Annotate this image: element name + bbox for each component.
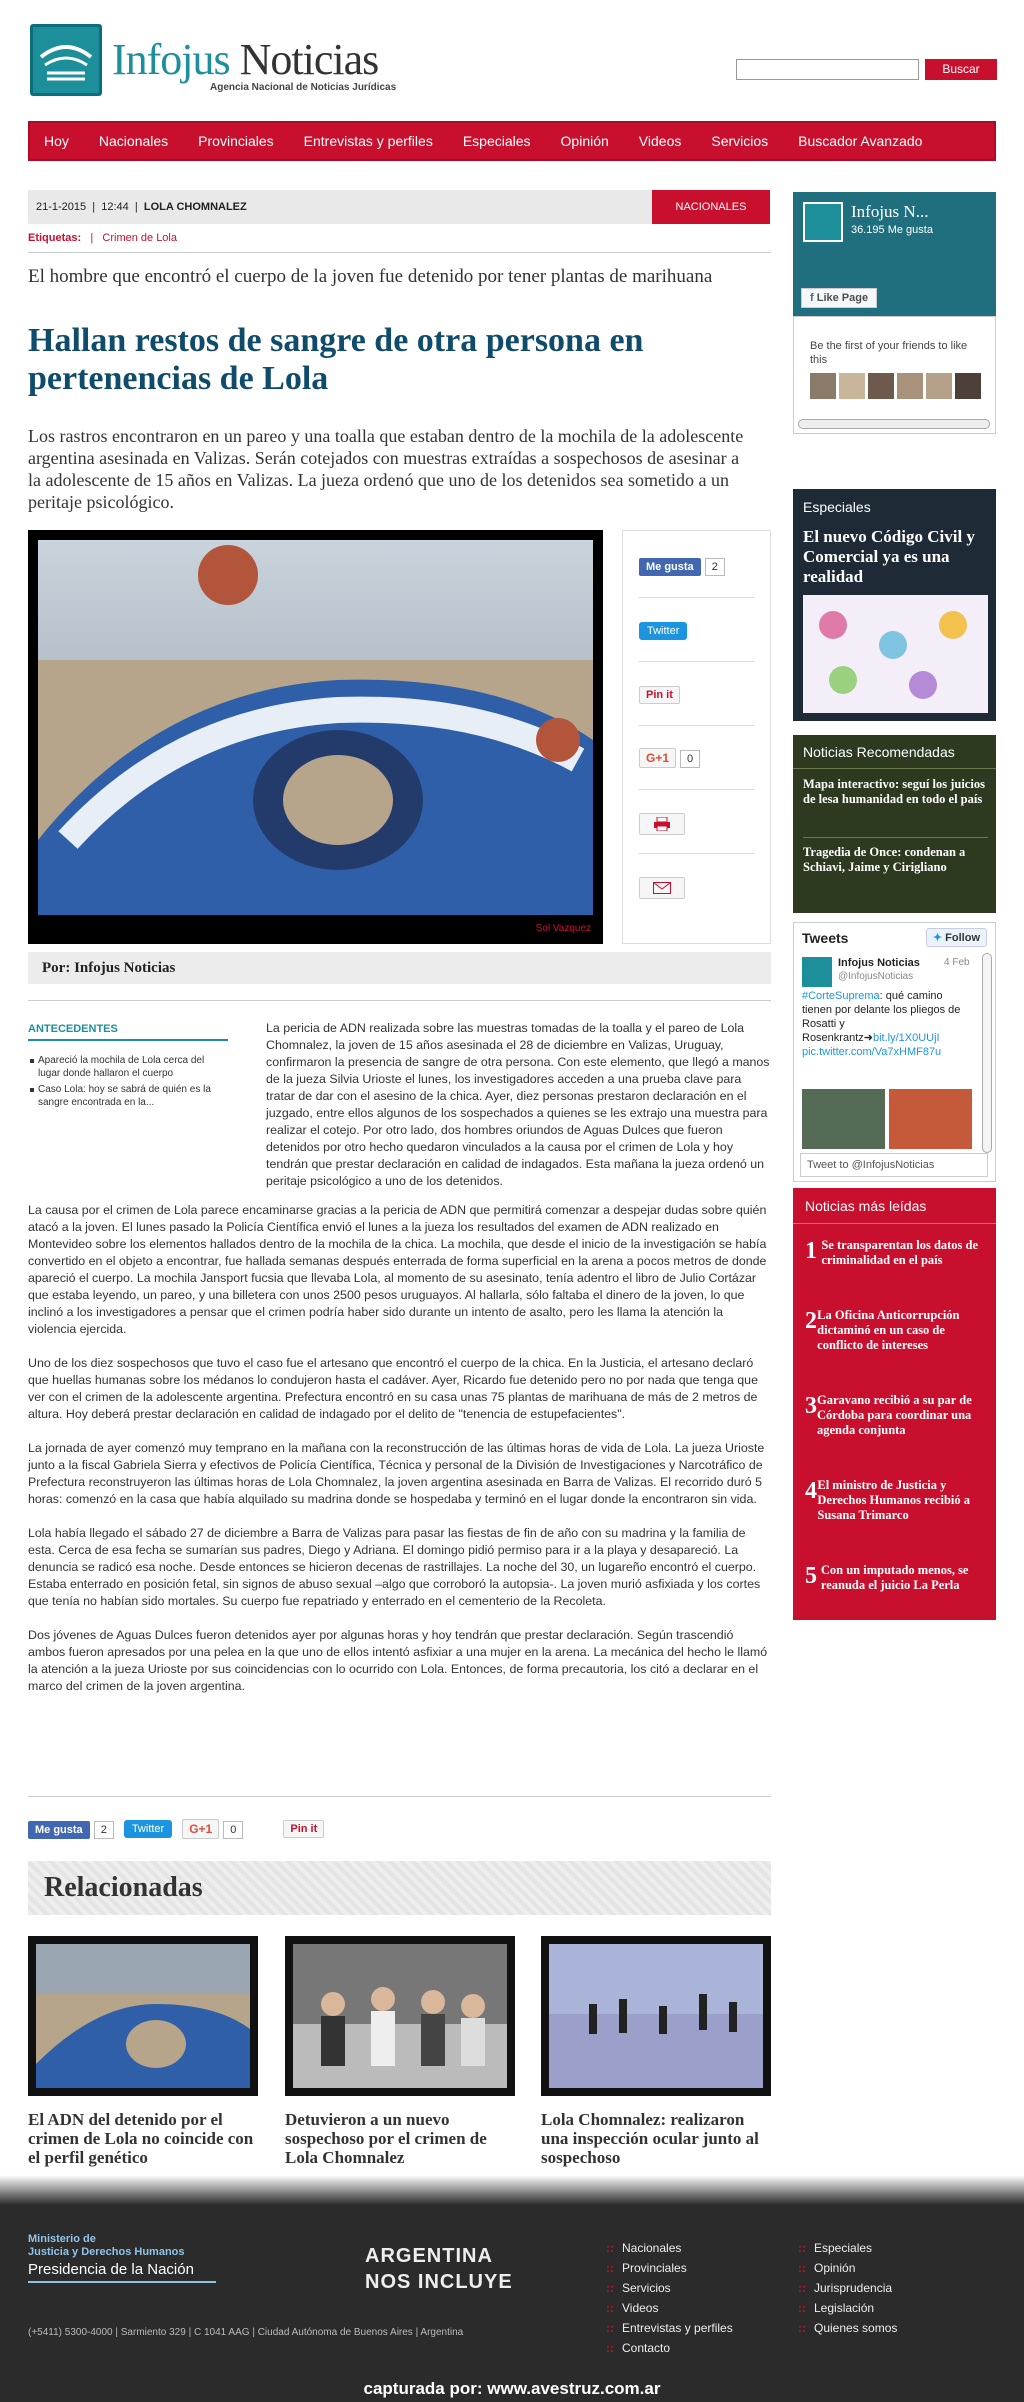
footer-link[interactable]: :: Opinión: [798, 2261, 855, 2275]
mas-leida-item[interactable]: [805, 1563, 985, 1593]
related-image[interactable]: [285, 1936, 515, 2096]
article-time: 12:44: [101, 201, 129, 213]
nav-item-entrevistas[interactable]: Entrevistas y perfiles: [303, 133, 433, 149]
divider: [28, 1000, 771, 1001]
divider: [28, 1796, 771, 1797]
mas-leida-number: 3: [805, 1393, 817, 1419]
twitter-bird-icon: ✦: [932, 932, 943, 944]
tweet-avatar[interactable]: [802, 957, 832, 987]
recomendadas-label: Noticias Recomendadas: [793, 735, 996, 769]
tag-link[interactable]: Crimen de Lola: [102, 232, 177, 244]
footer-address: (+5411) 5300-4000 | Sarmiento 329 | C 1041 AAG | Ciudad Autónoma de Buenos Aires | Argentina: [28, 2327, 464, 2338]
mas-leida-item[interactable]: [805, 1393, 985, 1438]
avatar[interactable]: [897, 373, 923, 399]
footer-link[interactable]: :: Quienes somos: [798, 2321, 897, 2335]
gplus-button[interactable]: G+1: [639, 748, 676, 768]
related-headline[interactable]: Lola Chomnalez: realizaron una inspección ocular junto al sospechoso: [541, 2110, 759, 2167]
article-kicker: El hombre que encontró el cuerpo de la joven fue detenido por tener plantas de marihuana: [28, 266, 713, 287]
tweets-label: Tweets: [802, 930, 849, 946]
fb-like-button[interactable]: Me gusta: [639, 558, 701, 576]
footer-link[interactable]: :: Jurisprudencia: [798, 2281, 892, 2295]
mas-leida-item[interactable]: [805, 1238, 985, 1268]
mas-leida-title[interactable]: La Oficina Anticorrupción dictaminó en un caso de conflicto de intereses: [817, 1308, 960, 1352]
photo-credit: Sol Vazquez: [535, 923, 591, 934]
footer-link[interactable]: :: Especiales: [798, 2241, 872, 2255]
fb-like-button[interactable]: Me gusta: [28, 1821, 90, 1839]
avatar[interactable]: [810, 373, 836, 399]
tweet-hashtag[interactable]: #CorteSuprema: [802, 990, 880, 1002]
related-card[interactable]: [285, 1936, 515, 2167]
fb-like-page-button[interactable]: f Like Page: [801, 288, 877, 308]
article-date: 21-1-2015: [36, 201, 87, 213]
brand-title[interactable]: Infojus Noticias: [112, 35, 379, 84]
search-input[interactable]: [736, 59, 919, 80]
body-paragraph: Lola había llegado el sábado 27 de diciembre a Barra de Valizas para pasar las fiestas de fin de año con su madrina y la familia de esta. Cerca de esa fecha se sumarían sus padres, Diego y Adriana. El domingo pidió permiso para ir a la playa y desapareció. La denuncia se radicó esa noche. Desde entonces se hicieron decenas de rastrillajes. La noche del 30, un lugareño encontró el cuerpo. Estaba enterrado en posición fetal, sin signos de abuso sexual –algo que corroboró la autopsia-. La joven murió asfixiada y los cortes que tenía no habían sido mortales. Su cuerpo fue repatriado y enterrado en el cementerio de la Recoleta.: [28, 1526, 761, 1608]
antecedentes-list: [28, 1054, 228, 1112]
article-meta: 21-1-2015 | 12:44 | LOLA CHOMNALEZ: [28, 190, 652, 224]
divider: [28, 252, 771, 253]
tweet-link[interactable]: pic.twitter.com/Va7xHMF87u: [802, 1046, 942, 1058]
tweet-user[interactable]: Infojus Noticias: [838, 957, 920, 969]
byline: Por: Infojus Noticias: [28, 952, 771, 984]
body-paragraph: La jornada de ayer comenzó muy temprano en la mañana con la reconstrucción de las últimas horas de vida de Lola. La jueza Urioste junto a la fiscal Gabriela Sierra y efectivos de Policía Científica, Técnica y personal de la División de Investigaciones y Narcotráfico de Prefectura reconstruyeron las últimas horas de Lola Chomnalez, la joven argentina asesinada en Barra de Valizas. El recorrido duró 5 horas: comenzó en la casa que había alquilado su madrina donde se hospedaba y terminó en el lugar donde la encontraron sin vida.: [28, 1441, 765, 1506]
nav-item-videos[interactable]: Videos: [638, 133, 682, 149]
footer-link[interactable]: :: Videos: [606, 2301, 658, 2315]
main-nav: [28, 121, 996, 161]
nav-item-nacionales[interactable]: Nacionales: [98, 133, 169, 149]
mas-leida-item[interactable]: [805, 1478, 985, 1523]
nav-item-opinion[interactable]: Opinión: [560, 133, 609, 149]
tweet-link[interactable]: bit.ly/1X0UUjI: [872, 1032, 940, 1044]
pinit-button[interactable]: Pin it: [639, 686, 680, 704]
related-image[interactable]: [28, 1936, 258, 2096]
pinit-button[interactable]: Pin it: [283, 1820, 324, 1838]
section-badge[interactable]: NACIONALES: [652, 190, 770, 224]
tweets-widget: [793, 922, 996, 1182]
body-paragraph: La pericia de ADN realizada sobre las muestras tomadas de la toalla y el pareo de Lola Chomnalez, la joven de 15 años asesinada el 28 de diciembre en Valizas, Uruguay, confirmaron la presencia de sangre de otra persona. Con este elemento, que llegó a manos de la jueza Silvia Urioste el lunes, los investigadores acceden a una prueba clave para tratar de dar con el asesino de la chica. Ayer, diez personas prestaron declaración en el juzgado, entre ellos algunos de los sospechados a quienes se les extrajo una muestra para realizar el cotejo. Por otro lado, dos hombres oriundos de Aguas Dulces que fueron detenidos por otro hecho quedaron vinculados a la causa por el crimen de Lola y hoy tendrán que prestar declaración en calidad de indagados. Esta mañana la jueza ordenó un peritaje psicológico a uno de los detenidos.: [266, 1021, 770, 1188]
capture-watermark: capturada por: www.avestruz.com.ar: [363, 2379, 661, 2398]
nav-item-hoy[interactable]: Hoy: [44, 133, 69, 149]
especiales-box[interactable]: [793, 489, 996, 721]
antecedentes-title: ANTECEDENTES: [28, 1023, 228, 1041]
gplus-button[interactable]: G+1: [182, 1819, 219, 1839]
footer-link[interactable]: :: Legislación: [798, 2301, 874, 2315]
mas-leida-title[interactable]: El ministro de Justicia y Derechos Humanos recibió a Susana Trimarco: [817, 1478, 971, 1522]
nav-item-especiales[interactable]: Especiales: [462, 133, 531, 149]
related-headline[interactable]: El ADN del detenido por el crimen de Lola no coincide con el perfil genético: [28, 2110, 254, 2167]
especiales-label: Especiales: [803, 499, 871, 515]
mas-leidas-box: [793, 1188, 996, 1620]
antecedente-link[interactable]: Caso Lola: hoy se sabrá de quién es la sangre encontrada en la...: [28, 1083, 228, 1109]
body-paragraph: La causa por el crimen de Lola parece encaminarse gracias a la pericia de ADN que permitirá comenzar a despejar dudas sobre quién atacó a la joven. El lunes pasado la Policía Científica envió el lunes a la jueza los resultados del examen de ADN realizado en Montevideo sobre los elementos hallados dentro de la mochila de la chica. La mochila, que desde el inicio de la investigación se había convertido en el objeto a encontrar, fue hallada semanas después enterrada de forma superficial en la arena a pocos metros de donde apareció el cuerpo. La mochila Jansport fucsia que llevaba Lola, al momento de su asesinato, tenía adentro el libro de Julio Cortázar que estaba leyendo, un pareo, y una billetera con unos 2500 pesos uruguayos. Al hallarla, sólo faltaba el dinero de la joven, lo que inclinó a los investigadores a pensar que el crimen podría haber sido durante un intento de asalto, pero les llama la atención la violencia ejercida.: [28, 1203, 767, 1336]
fb-friends-text: Be the first of your friends to like this: [810, 340, 968, 366]
related-card[interactable]: [541, 1936, 771, 2167]
tweet-date[interactable]: 4 Feb: [944, 957, 970, 968]
footer: [0, 2205, 1024, 2402]
ministry-logo[interactable]: Ministerio de Justicia y Derechos Humanos: [28, 2233, 185, 2258]
related-card[interactable]: [28, 1936, 258, 2167]
footer-link[interactable]: :: Provinciales: [606, 2261, 687, 2275]
mas-leida-title[interactable]: Garavano recibió a su par de Córdoba para coordinar una agenda conjunta: [817, 1393, 972, 1437]
body-paragraph: Dos jóvenes de Aguas Dulces fueron detenidos ayer por algunas horas y hoy tendrán que prestar declaración. Según trascendió ambos fueron apresados por una pelea en la que uno de ellos intentó asfixiar a una mujer en la arena. La mecánica del hecho le llamó la atención a la jueza Urioste por sus coincidencias con lo ocurrido con Lola. Entonces, de forma precautoria, los citó a declarar en el marco del crimen de la joven argentina.: [28, 1628, 768, 1693]
related-image[interactable]: [541, 1936, 771, 2096]
fb-page-name[interactable]: Infojus N...: [851, 202, 929, 221]
mas-leida-title[interactable]: Con un imputado menos, se reanuda el juicio La Perla: [820, 1563, 969, 1592]
gplus-count: 0: [223, 1821, 243, 1839]
article-body: [28, 1202, 771, 1712]
nav-item-servicios[interactable]: Servicios: [711, 133, 769, 149]
avatar[interactable]: [868, 373, 894, 399]
follow-button[interactable]: ✦ Follow: [926, 928, 987, 947]
avatar[interactable]: [926, 373, 952, 399]
nav-item-buscador[interactable]: Buscador Avanzado: [798, 133, 923, 149]
tweet-reply-input[interactable]: Tweet to @InfojusNoticias: [800, 1153, 988, 1177]
recomendadas-box: [793, 735, 996, 913]
share-column: [622, 530, 771, 944]
related-headline[interactable]: Detuvieron a un nuevo sospechoso por el crimen de Lola Chomnalez: [285, 2110, 487, 2167]
brand-subtitle: Agencia Nacional de Noticias Jurídicas: [210, 82, 397, 93]
footer-link[interactable]: :: Contacto: [606, 2341, 670, 2355]
article-lead: Los rastros encontraron en un pareo y una toalla que estaban dentro de la mochila de la adolescente argentina asesinada en Valizas. Serán cotejados con muestras extraídas a sospechosos de asesinar a la adolescente de 15 años en Valizas. La jueza ordenó que uno de los detenidos sea sometido a un peritaje psicológico.: [28, 426, 744, 512]
tweet-text: #CorteSuprema: qué camino tienen por delante los pliegos de Rosatti y Rosenkrantz➜bit.ly/1X0UUjI pic.twitter.com/Va7xHMF87u: [802, 990, 961, 1058]
avatar[interactable]: [839, 373, 865, 399]
twitter-button[interactable]: Twitter: [639, 622, 687, 640]
especiales-title[interactable]: El nuevo Código Civil y Comercial ya es una realidad: [803, 527, 975, 586]
footer-link[interactable]: :: Nacionales: [606, 2241, 681, 2255]
mas-leida-item[interactable]: [805, 1308, 985, 1353]
footer-fade: [0, 2175, 1024, 2205]
fb-like-count: 2: [705, 558, 725, 576]
print-icon[interactable]: [639, 813, 685, 835]
mas-leida-number: 1: [805, 1238, 817, 1264]
tweet-handle[interactable]: @InfojusNoticias: [838, 971, 914, 982]
recomendada-link[interactable]: Tragedia de Once: condenan a Schiavi, Jaime y Cirigliano: [803, 845, 966, 874]
horizontal-scrollbar[interactable]: [798, 419, 990, 429]
tags-label: Etiquetas:: [28, 232, 82, 244]
tags: Etiquetas: | Crimen de Lola: [28, 232, 177, 244]
email-icon[interactable]: [639, 877, 685, 899]
related-title: Relacionadas: [28, 1861, 771, 1915]
mas-leidas-label: Noticias más leídas: [793, 1188, 996, 1224]
article-topic[interactable]: LOLA CHOMNALEZ: [143, 201, 247, 213]
fb-like-count: 2: [94, 1821, 114, 1839]
antecedente-link[interactable]: Apareció la mochila de Lola cerca del lugar donde hallaron el cuerpo: [28, 1054, 228, 1080]
search-button[interactable]: Buscar: [925, 59, 997, 80]
article-photo[interactable]: [28, 530, 603, 944]
fb-friend-avatars: [810, 373, 981, 399]
bottom-share: [28, 1818, 324, 1840]
mas-leida-number: 2: [805, 1308, 817, 1334]
gplus-count: 0: [680, 750, 700, 768]
avatar[interactable]: [955, 373, 981, 399]
mas-leida-number: 4: [805, 1478, 817, 1504]
tweet-media[interactable]: [802, 1089, 972, 1149]
nav-item-provinciales[interactable]: Provinciales: [198, 133, 274, 149]
fb-page-logo-icon: [803, 202, 843, 242]
footer-link[interactable]: :: Entrevistas y perfiles: [606, 2321, 733, 2335]
argentina-nos-incluye-logo: ARGENTINA NOS INCLUYE: [365, 2245, 513, 2293]
vertical-scrollbar[interactable]: [982, 953, 992, 1153]
fb-page-likes: 36.195 Me gusta: [851, 224, 933, 236]
recomendada-link[interactable]: Mapa interactivo: seguí los juicios de lesa humanidad en todo el país: [803, 777, 985, 806]
article-title: Hallan restos de sangre de otra persona en pertenencias de Lola: [28, 322, 644, 397]
mas-leida-title[interactable]: Se transparentan los datos de criminalidad en el país: [821, 1238, 979, 1267]
presidency-label[interactable]: Presidencia de la Nación: [28, 2261, 216, 2283]
photo-image: [38, 540, 593, 915]
fb-f-icon: f: [810, 292, 814, 304]
especiales-image[interactable]: [803, 595, 988, 713]
fb-friends-box: [793, 316, 996, 434]
footer-link[interactable]: :: Servicios: [606, 2281, 671, 2295]
fb-page-box[interactable]: [793, 192, 996, 316]
body-paragraph: Uno de los diez sospechosos que tuvo el caso fue el artesano que encontró el cuerpo de la chica. En la Justicia, el artesano declaró que huellas humanas sobre los médanos lo condujeron hasta el cadáver. Ayer, Ricardo fue detenido pero no por nada que tenga que ver con el crimen de la adolescente argentina. Prefectura encontró en su casa unas 75 plantas de marihuana de más de 2 metros de altura. Hoy deberá prestar declaración en calidad de indagado por el delito de "tenencia de estupefacientes".: [28, 1356, 758, 1421]
twitter-button[interactable]: Twitter: [124, 1820, 172, 1838]
logo-icon[interactable]: [30, 24, 102, 96]
mas-leida-number: 5: [805, 1563, 817, 1589]
